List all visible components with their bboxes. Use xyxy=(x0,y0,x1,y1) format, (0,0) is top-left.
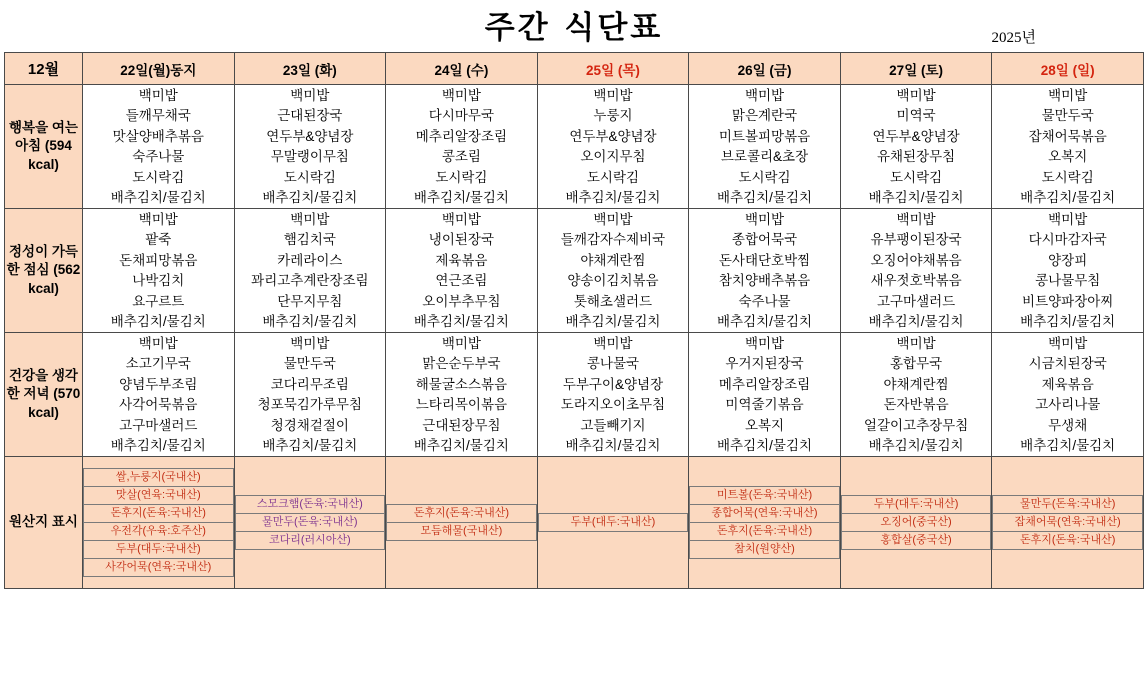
dish: 배추김치/물김치 xyxy=(868,438,964,453)
dish: 맑은계란국 xyxy=(731,108,798,123)
dish: 백미밥 xyxy=(744,211,785,227)
page-title: 주간 식단표 xyxy=(484,10,664,46)
origin-cell-sat xyxy=(840,457,992,589)
dish: 코다리무조림 xyxy=(270,376,349,392)
dish: 사각어묵볶음 xyxy=(119,397,198,412)
dish: 다시마감자국 xyxy=(1028,232,1107,247)
dish: 고구마샐러드 xyxy=(119,417,198,433)
origin-item: 홍합살(중국산) xyxy=(841,532,992,550)
origin-item: 종합어묵(연육:국내산) xyxy=(689,505,840,523)
dish: 메추리알장조림 xyxy=(718,376,811,392)
origin-label-text: 원산지 표시 xyxy=(9,514,78,530)
dish-cell-lunch-wed xyxy=(386,209,538,333)
dish: 백미밥 xyxy=(138,87,178,103)
origin-item: 돈후지(돈육:국내산) xyxy=(83,505,234,523)
dish: 들깨감자수제비국 xyxy=(560,232,666,247)
dish: 홍합무국 xyxy=(890,356,943,371)
dish: 물만두국 xyxy=(1041,108,1094,123)
meal-row-breakfast xyxy=(5,85,1144,209)
dish: 백미밥 xyxy=(896,335,936,351)
day-header-3: 25일 (목) xyxy=(537,53,689,85)
dish: 맑은순두부국 xyxy=(422,356,501,371)
dish: 도라지오이초무침 xyxy=(560,397,666,412)
dish: 배추김치/물김치 xyxy=(110,190,206,205)
origin-item: 우전각(우육:호주산) xyxy=(83,523,234,541)
dish: 배추김치/물김치 xyxy=(565,190,661,205)
dish-cell-dinner-thu xyxy=(537,333,689,457)
origin-item: 사각어묵(연육:국내산) xyxy=(83,559,234,577)
dish-cell-dinner-wed xyxy=(386,333,538,457)
dish: 배추김치/물김치 xyxy=(262,438,358,453)
dish-cell-breakfast-wed xyxy=(386,85,538,209)
page-header xyxy=(0,0,1148,52)
origin-item: 맛살(연육:국내산) xyxy=(83,487,234,505)
dish: 시금치된장국 xyxy=(1028,356,1107,371)
dish: 미역줄기볶음 xyxy=(725,397,804,412)
dish: 고들빼기지 xyxy=(580,417,646,433)
dish: 얼갈이고추장무침 xyxy=(863,417,969,433)
dish: 연두부&양념장 xyxy=(266,128,354,144)
menu-table xyxy=(4,52,1144,589)
dish: 백미밥 xyxy=(441,335,481,351)
dish-cell-breakfast-tue xyxy=(234,85,386,209)
dish: 무생채 xyxy=(1048,417,1088,433)
table-header xyxy=(5,53,1144,85)
dish: 브로콜리&초장 xyxy=(720,149,809,164)
dish: 숙주나물 xyxy=(132,149,185,164)
dish: 배추김치/물김치 xyxy=(868,314,964,329)
dish: 양념두부조림 xyxy=(119,376,198,392)
dish: 청경채겉절이 xyxy=(270,417,349,433)
origin-row xyxy=(5,457,1144,589)
dish: 유부팽이된장국 xyxy=(870,232,962,247)
origin-item: 돈후지(돈육:국내산) xyxy=(992,532,1143,550)
dish-cell-breakfast-sat xyxy=(840,85,992,209)
dish: 배추김치/물김치 xyxy=(868,190,964,205)
dish: 백미밥 xyxy=(1048,211,1088,227)
dish: 무말랭이무침 xyxy=(270,149,349,164)
dish: 백미밥 xyxy=(593,335,633,351)
dish: 메추리알장조림 xyxy=(415,128,508,144)
dish: 냉이된장국 xyxy=(428,232,495,247)
dish: 미역국 xyxy=(896,108,936,123)
dish: 소고기무국 xyxy=(125,356,191,371)
dish-cell-breakfast-sun xyxy=(992,85,1144,209)
dish: 고사리나물 xyxy=(1035,397,1101,412)
dish: 느타리목이볶음 xyxy=(415,397,508,412)
origin-cell-wed xyxy=(386,457,538,589)
dish-cell-lunch-thu xyxy=(537,209,689,333)
day-header-2: 24일 (수) xyxy=(386,53,538,85)
dish: 제육볶음 xyxy=(1041,376,1094,392)
dish-cell-breakfast-fri xyxy=(689,85,841,209)
day-header-1: 23일 (화) xyxy=(234,53,386,85)
dish: 도시락김 xyxy=(435,169,488,185)
dish: 물만두국 xyxy=(283,356,336,371)
dish: 배추김치/물김치 xyxy=(110,314,206,329)
dish: 꽈리고추계란장조림 xyxy=(251,273,369,288)
origin-cell-thu xyxy=(537,457,689,589)
dish: 배추김치/물김치 xyxy=(413,190,509,205)
dish: 양송이김치볶음 xyxy=(567,273,659,288)
origin-item: 참치(원양산) xyxy=(689,541,840,559)
dish: 우거지된장국 xyxy=(725,356,804,371)
dish: 팥죽 xyxy=(145,232,172,247)
dish: 근대된장무침 xyxy=(422,417,501,433)
meal-row-dinner xyxy=(5,333,1144,457)
dish-cell-lunch-fri xyxy=(689,209,841,333)
dish-cell-dinner-fri xyxy=(689,333,841,457)
dish: 요구르트 xyxy=(132,293,185,309)
dish: 근대된장국 xyxy=(277,108,343,123)
dish: 백미밥 xyxy=(744,335,785,351)
dish: 콩나물무침 xyxy=(1035,273,1101,288)
origin-cell-sun xyxy=(992,457,1144,589)
dish: 해물굴소스볶음 xyxy=(415,376,508,392)
dish: 숙주나물 xyxy=(738,293,791,309)
dish: 오징어야채볶음 xyxy=(870,252,962,268)
origin-cell-tue xyxy=(234,457,386,589)
origin-item: 코다리(러시아산) xyxy=(235,532,386,550)
dish: 백미밥 xyxy=(138,211,178,227)
origin-item: 잡채어묵(연육:국내산) xyxy=(992,514,1143,532)
dish: 백미밥 xyxy=(290,87,330,103)
dish: 야채계란찜 xyxy=(883,376,949,392)
dish: 도시락김 xyxy=(1041,169,1094,185)
dish: 백미밥 xyxy=(290,211,330,227)
dish: 맛살양배추볶음 xyxy=(112,128,204,144)
dish: 콩조림 xyxy=(441,149,481,164)
dish: 나박김치 xyxy=(132,273,185,288)
dish: 비트양파장아찌 xyxy=(1022,293,1114,309)
dish: 연두부&양념장 xyxy=(569,128,657,144)
meal-label-lunch xyxy=(5,209,83,333)
dish: 단무지무침 xyxy=(277,293,343,309)
dish: 종합어묵국 xyxy=(731,232,798,247)
dish: 백미밥 xyxy=(290,335,330,351)
dish: 콩나물국 xyxy=(586,356,640,371)
dish: 배추김치/물김치 xyxy=(262,190,358,205)
dish-cell-dinner-tue xyxy=(234,333,386,457)
dish: 백미밥 xyxy=(896,211,936,227)
dish: 양장피 xyxy=(1048,252,1088,268)
dish-cell-lunch-sun xyxy=(992,209,1144,333)
dish: 배추김치/물김치 xyxy=(413,438,509,453)
origin-cell-mon xyxy=(83,457,235,589)
dish-cell-lunch-tue xyxy=(234,209,386,333)
dish: 도시락김 xyxy=(890,169,943,185)
dish: 유채된장무침 xyxy=(876,149,956,164)
dish-cell-dinner-sun xyxy=(992,333,1144,457)
dish: 배추김치/물김치 xyxy=(717,314,813,329)
meal-label-text: 건강을 생각한 저녁 (570 kcal) xyxy=(6,368,81,420)
dish: 미트볼피망볶음 xyxy=(718,128,811,144)
dish: 잡채어묵볶음 xyxy=(1028,128,1107,144)
dish-cell-breakfast-thu xyxy=(537,85,689,209)
dish: 두부구이&양념장 xyxy=(562,376,664,392)
meal-row-lunch xyxy=(5,209,1144,333)
dish: 새우젓호박볶음 xyxy=(870,273,962,288)
dish: 톳해초샐러드 xyxy=(573,293,653,309)
year-label: 2025년 xyxy=(991,30,1036,46)
day-header-5: 27일 (토) xyxy=(840,53,992,85)
dish: 도시락김 xyxy=(283,169,336,185)
dish-cell-breakfast-mon xyxy=(83,85,235,209)
dish: 배추김치/물김치 xyxy=(717,190,813,205)
dish: 제육볶음 xyxy=(435,252,488,268)
dish: 청포묵김가루무침 xyxy=(257,397,362,412)
table-body xyxy=(5,85,1144,589)
day-header-4: 26일 (금) xyxy=(689,53,841,85)
dish: 배추김치/물김치 xyxy=(1020,438,1116,453)
dish: 배추김치/물김치 xyxy=(565,314,661,329)
origin-item: 두부(대두:국내산) xyxy=(83,541,234,559)
dish: 배추김치/물김치 xyxy=(1020,314,1116,329)
dish: 도시락김 xyxy=(738,169,791,185)
dish: 도시락김 xyxy=(132,169,185,185)
dish: 카레라이스 xyxy=(277,252,343,268)
meal-label-text: 정성이 가득한 점심 (562 kcal) xyxy=(6,244,81,296)
origin-item: 두부(대두:국내산) xyxy=(538,513,689,532)
meal-label-breakfast xyxy=(5,85,83,209)
origin-item: 돈후지(돈육:국내산) xyxy=(386,504,537,523)
dish: 배추김치/물김치 xyxy=(717,438,813,453)
dish: 햄김치국 xyxy=(283,232,336,247)
dish: 배추김치/물김치 xyxy=(565,438,661,453)
dish: 오이지무침 xyxy=(580,149,646,164)
dish: 들깨무채국 xyxy=(125,108,191,123)
dish: 백미밥 xyxy=(593,211,633,227)
dish: 누룽지 xyxy=(593,108,633,123)
day-header-6: 28일 (일) xyxy=(992,53,1144,85)
dish: 돈사태단호박찜 xyxy=(718,252,811,268)
dish: 연근조림 xyxy=(435,273,488,288)
origin-item: 쌀,누룽지(국내산) xyxy=(83,468,234,487)
origin-item: 미트볼(돈육:국내산) xyxy=(689,486,840,505)
dish: 배추김치/물김치 xyxy=(1020,190,1116,205)
dish: 도시락김 xyxy=(586,169,640,185)
dish: 참치양배추볶음 xyxy=(718,273,811,288)
dish: 백미밥 xyxy=(593,87,633,103)
origin-item: 두부(대두:국내산) xyxy=(841,495,992,514)
origin-item: 오징어(중국산) xyxy=(841,514,992,532)
dish-cell-lunch-mon xyxy=(83,209,235,333)
origin-label xyxy=(5,457,83,589)
dish: 연두부&양념장 xyxy=(872,128,960,144)
dish: 오복지 xyxy=(744,417,785,433)
dish: 백미밥 xyxy=(138,335,178,351)
dish: 야채계란찜 xyxy=(580,252,646,268)
header-row xyxy=(5,53,1144,85)
dish: 백미밥 xyxy=(1048,87,1088,103)
meal-label-dinner xyxy=(5,333,83,457)
origin-cell-fri xyxy=(689,457,841,589)
origin-item: 물만두(돈육:국내산) xyxy=(235,514,386,532)
dish-cell-dinner-sat xyxy=(840,333,992,457)
dish: 백미밥 xyxy=(896,87,936,103)
dish: 백미밥 xyxy=(441,87,481,103)
dish: 백미밥 xyxy=(1048,335,1088,351)
dish: 백미밥 xyxy=(744,87,785,103)
meal-label-text: 행복을 여는 아침 (594 kcal) xyxy=(9,120,78,172)
dish: 고구마샐러드 xyxy=(876,293,956,309)
dish: 다시마무국 xyxy=(428,108,495,123)
dish: 배추김치/물김치 xyxy=(413,314,509,329)
dish: 돈자반볶음 xyxy=(883,397,949,412)
dish: 오복지 xyxy=(1048,149,1088,164)
dish-cell-dinner-mon xyxy=(83,333,235,457)
dish: 백미밥 xyxy=(441,211,481,227)
day-header-0: 22일(월)동지 xyxy=(83,53,235,85)
origin-item: 모듬해물(국내산) xyxy=(386,523,537,541)
month-cell: 12월 xyxy=(5,53,83,85)
origin-item: 돈후지(돈육:국내산) xyxy=(689,523,840,541)
dish-cell-lunch-sat xyxy=(840,209,992,333)
dish: 오이부추무침 xyxy=(422,293,501,309)
origin-item: 스모크햄(돈육:국내산) xyxy=(235,495,386,514)
dish: 배추김치/물김치 xyxy=(110,438,206,453)
dish: 돈채피망볶음 xyxy=(119,252,198,268)
origin-item: 물만두(돈육:국내산) xyxy=(992,495,1143,514)
dish: 배추김치/물김치 xyxy=(262,314,358,329)
